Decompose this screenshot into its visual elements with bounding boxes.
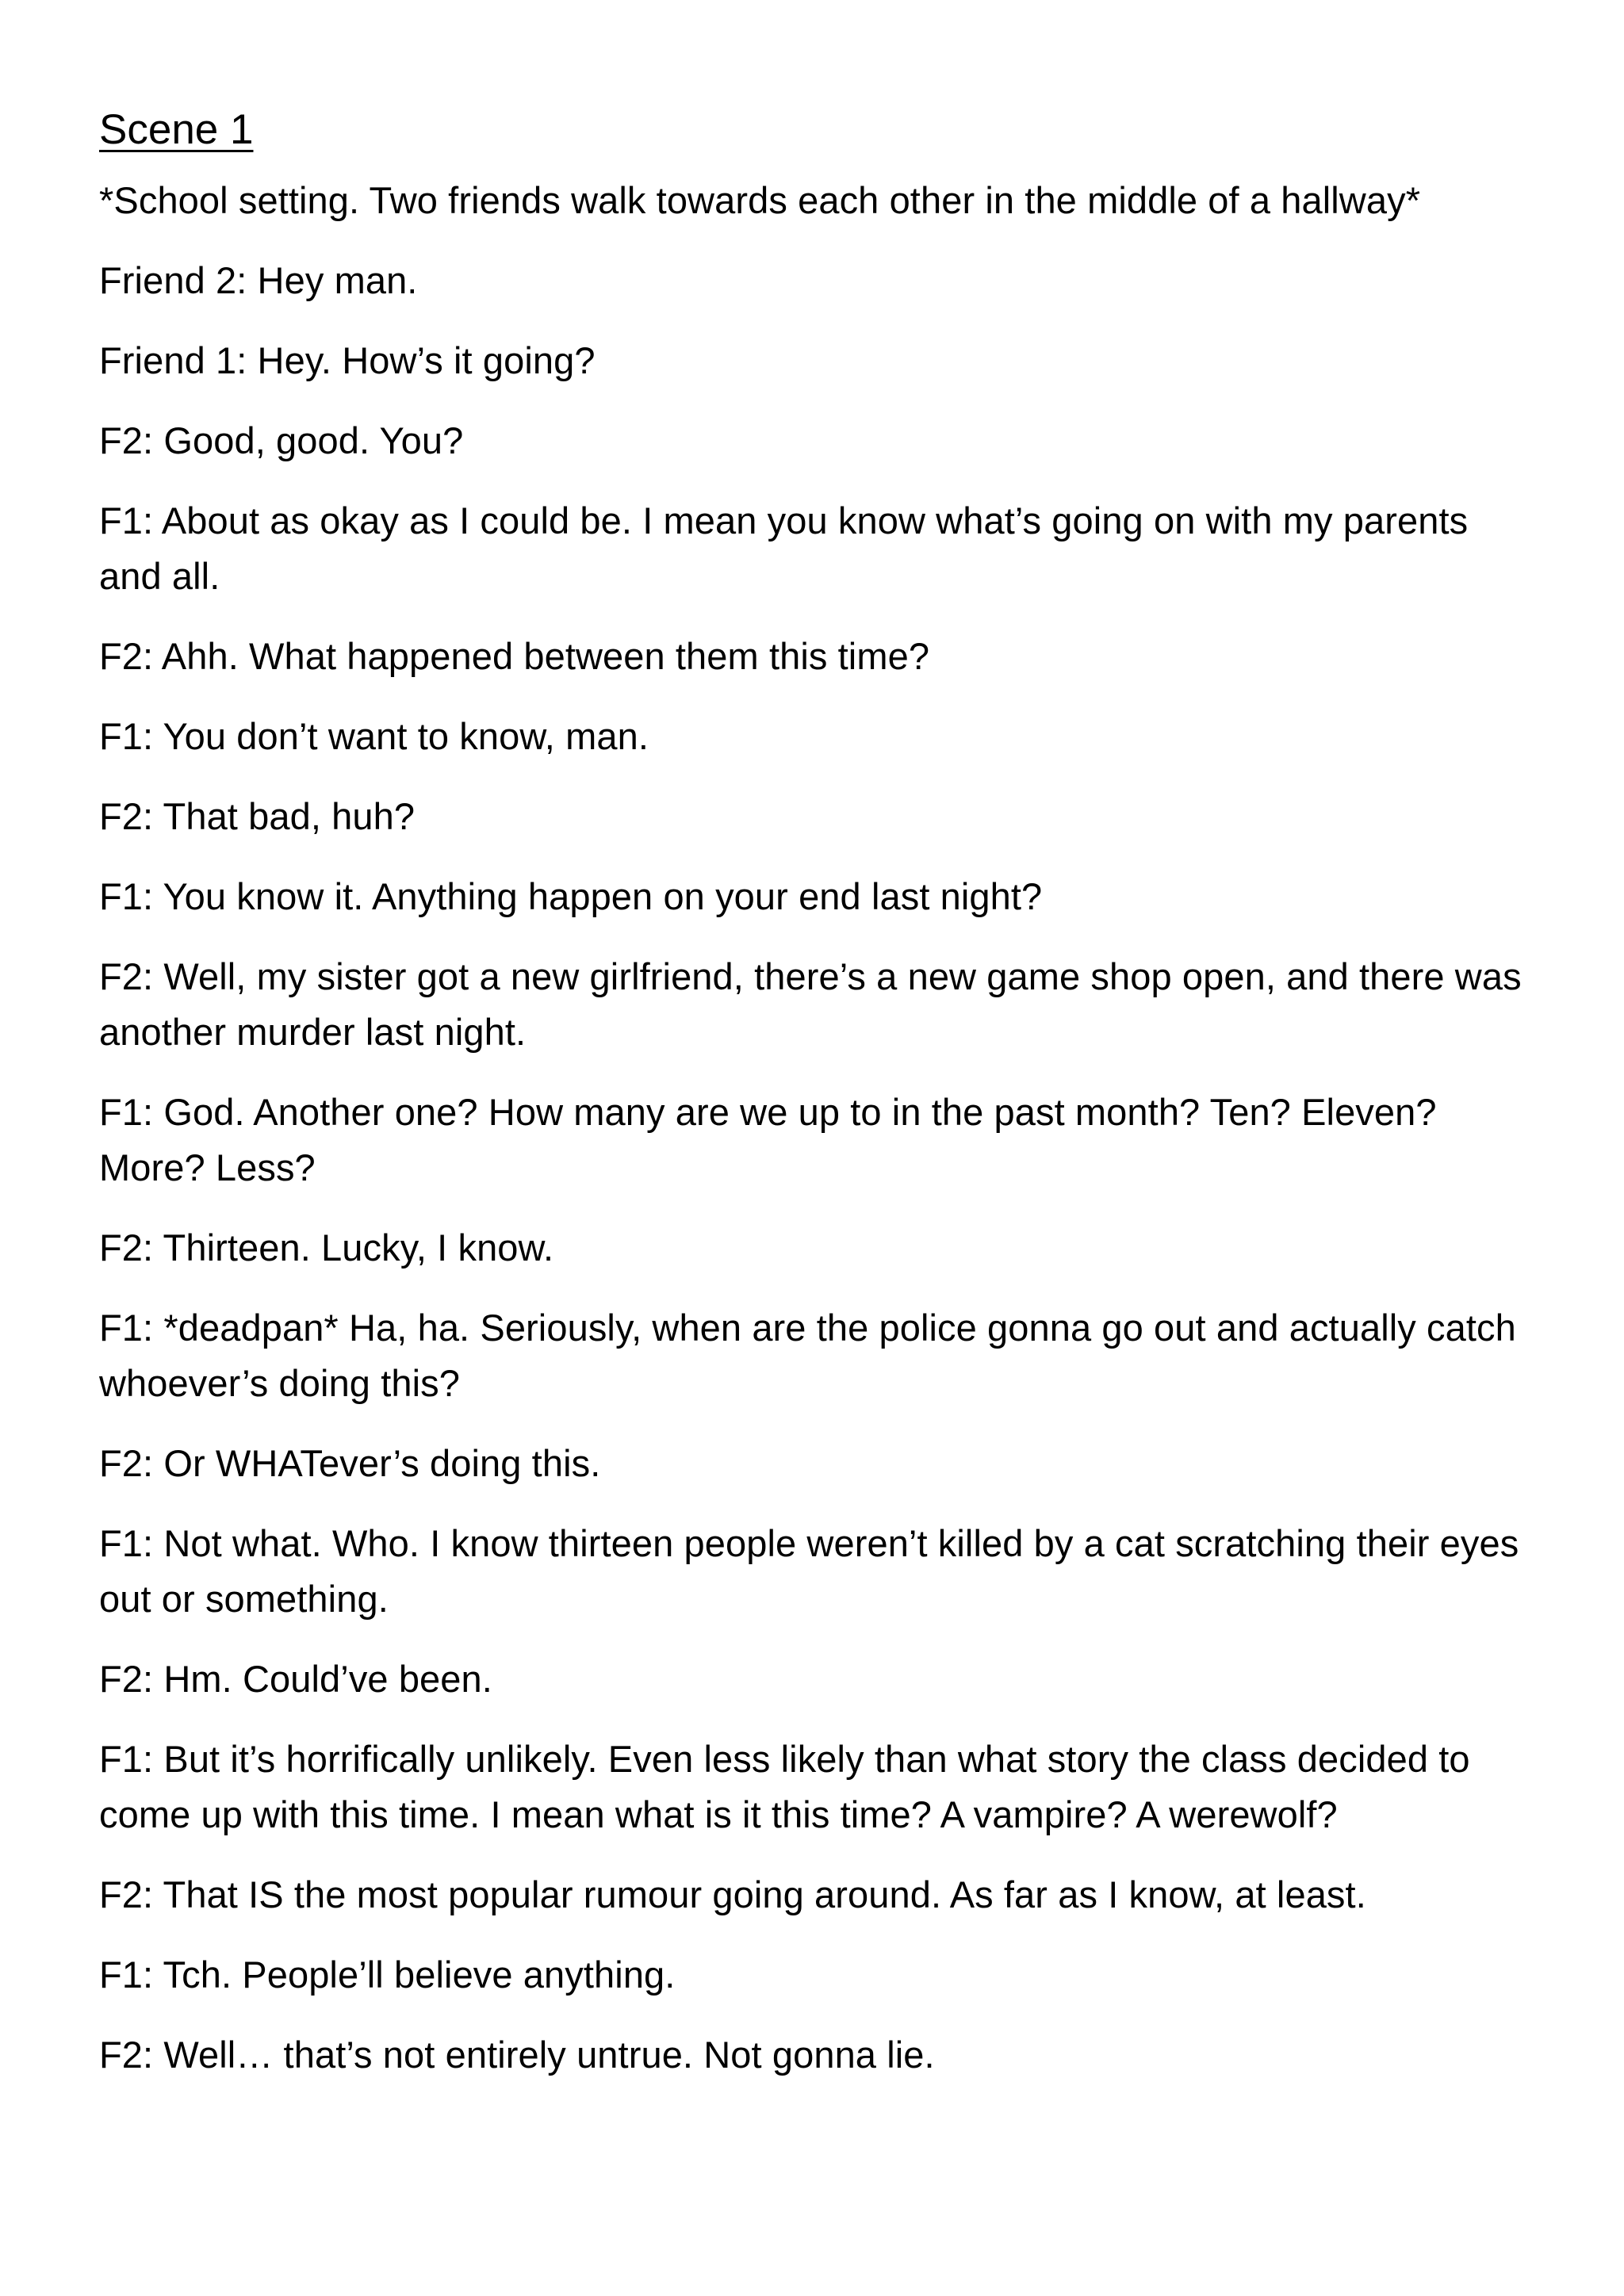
dialogue-line: F2: That bad, huh? [99,795,416,837]
dialogue-line: Friend 2: Hey man. [99,259,418,301]
dialogue-line: F2: Ahh. What happened between them this time? [99,635,930,677]
dialogue-line: F2: Good, good. You? [99,419,464,461]
script-content [99,101,1534,2107]
scene-title: Scene 1 [99,106,254,153]
dialogue-line: F2: Well… that’s not entirely untrue. Not gonna lie. [99,2034,935,2076]
dialogue-line: F2: Well, my sister got a new girlfriend, there’s a new game shop open, and there was another murder last night. [99,955,1522,1053]
dialogue-line: F1: God. Another one? How many are we up to in the past month? Ten? Eleven? More? Less? [99,1091,1437,1188]
stage-direction: *School setting. Two friends walk towards each other in the middle of a hallway* [99,179,1421,221]
dialogue-line: F2: Or WHATever’s doing this. [99,1442,601,1484]
dialogue-line: F2: Thirteen. Lucky, I know. [99,1226,554,1269]
dialogue-line: F1: You know it. Anything happen on your end last night? [99,875,1043,917]
dialogue-line: F1: About as okay as I could be. I mean you know what’s going on with my parents and all. [99,499,1469,597]
dialogue-line: Friend 1: Hey. How’s it going? [99,339,596,381]
dialogue-line: F1: But it’s horrifically unlikely. Even less likely than what story the class decided to come up with this time. I mean what is it this time? A vampire? A werewolf? [99,1738,1470,1835]
dialogue-line: F1: You don’t want to know, man. [99,715,649,757]
dialogue-line: F2: Hm. Could’ve been. [99,1658,492,1700]
dialogue-line: F1: *deadpan* Ha, ha. Seriously, when are the police gonna go out and actually catch whoever’s doing this? [99,1307,1516,1404]
dialogue-line: F2: That IS the most popular rumour going around. As far as I know, at least. [99,1873,1366,1915]
dialogue-line: F1: Tch. People’ll believe anything. [99,1954,676,1996]
dialogue-line: F1: Not what. Who. I know thirteen people weren’t killed by a cat scratching their eyes out or something. [99,1522,1519,1620]
